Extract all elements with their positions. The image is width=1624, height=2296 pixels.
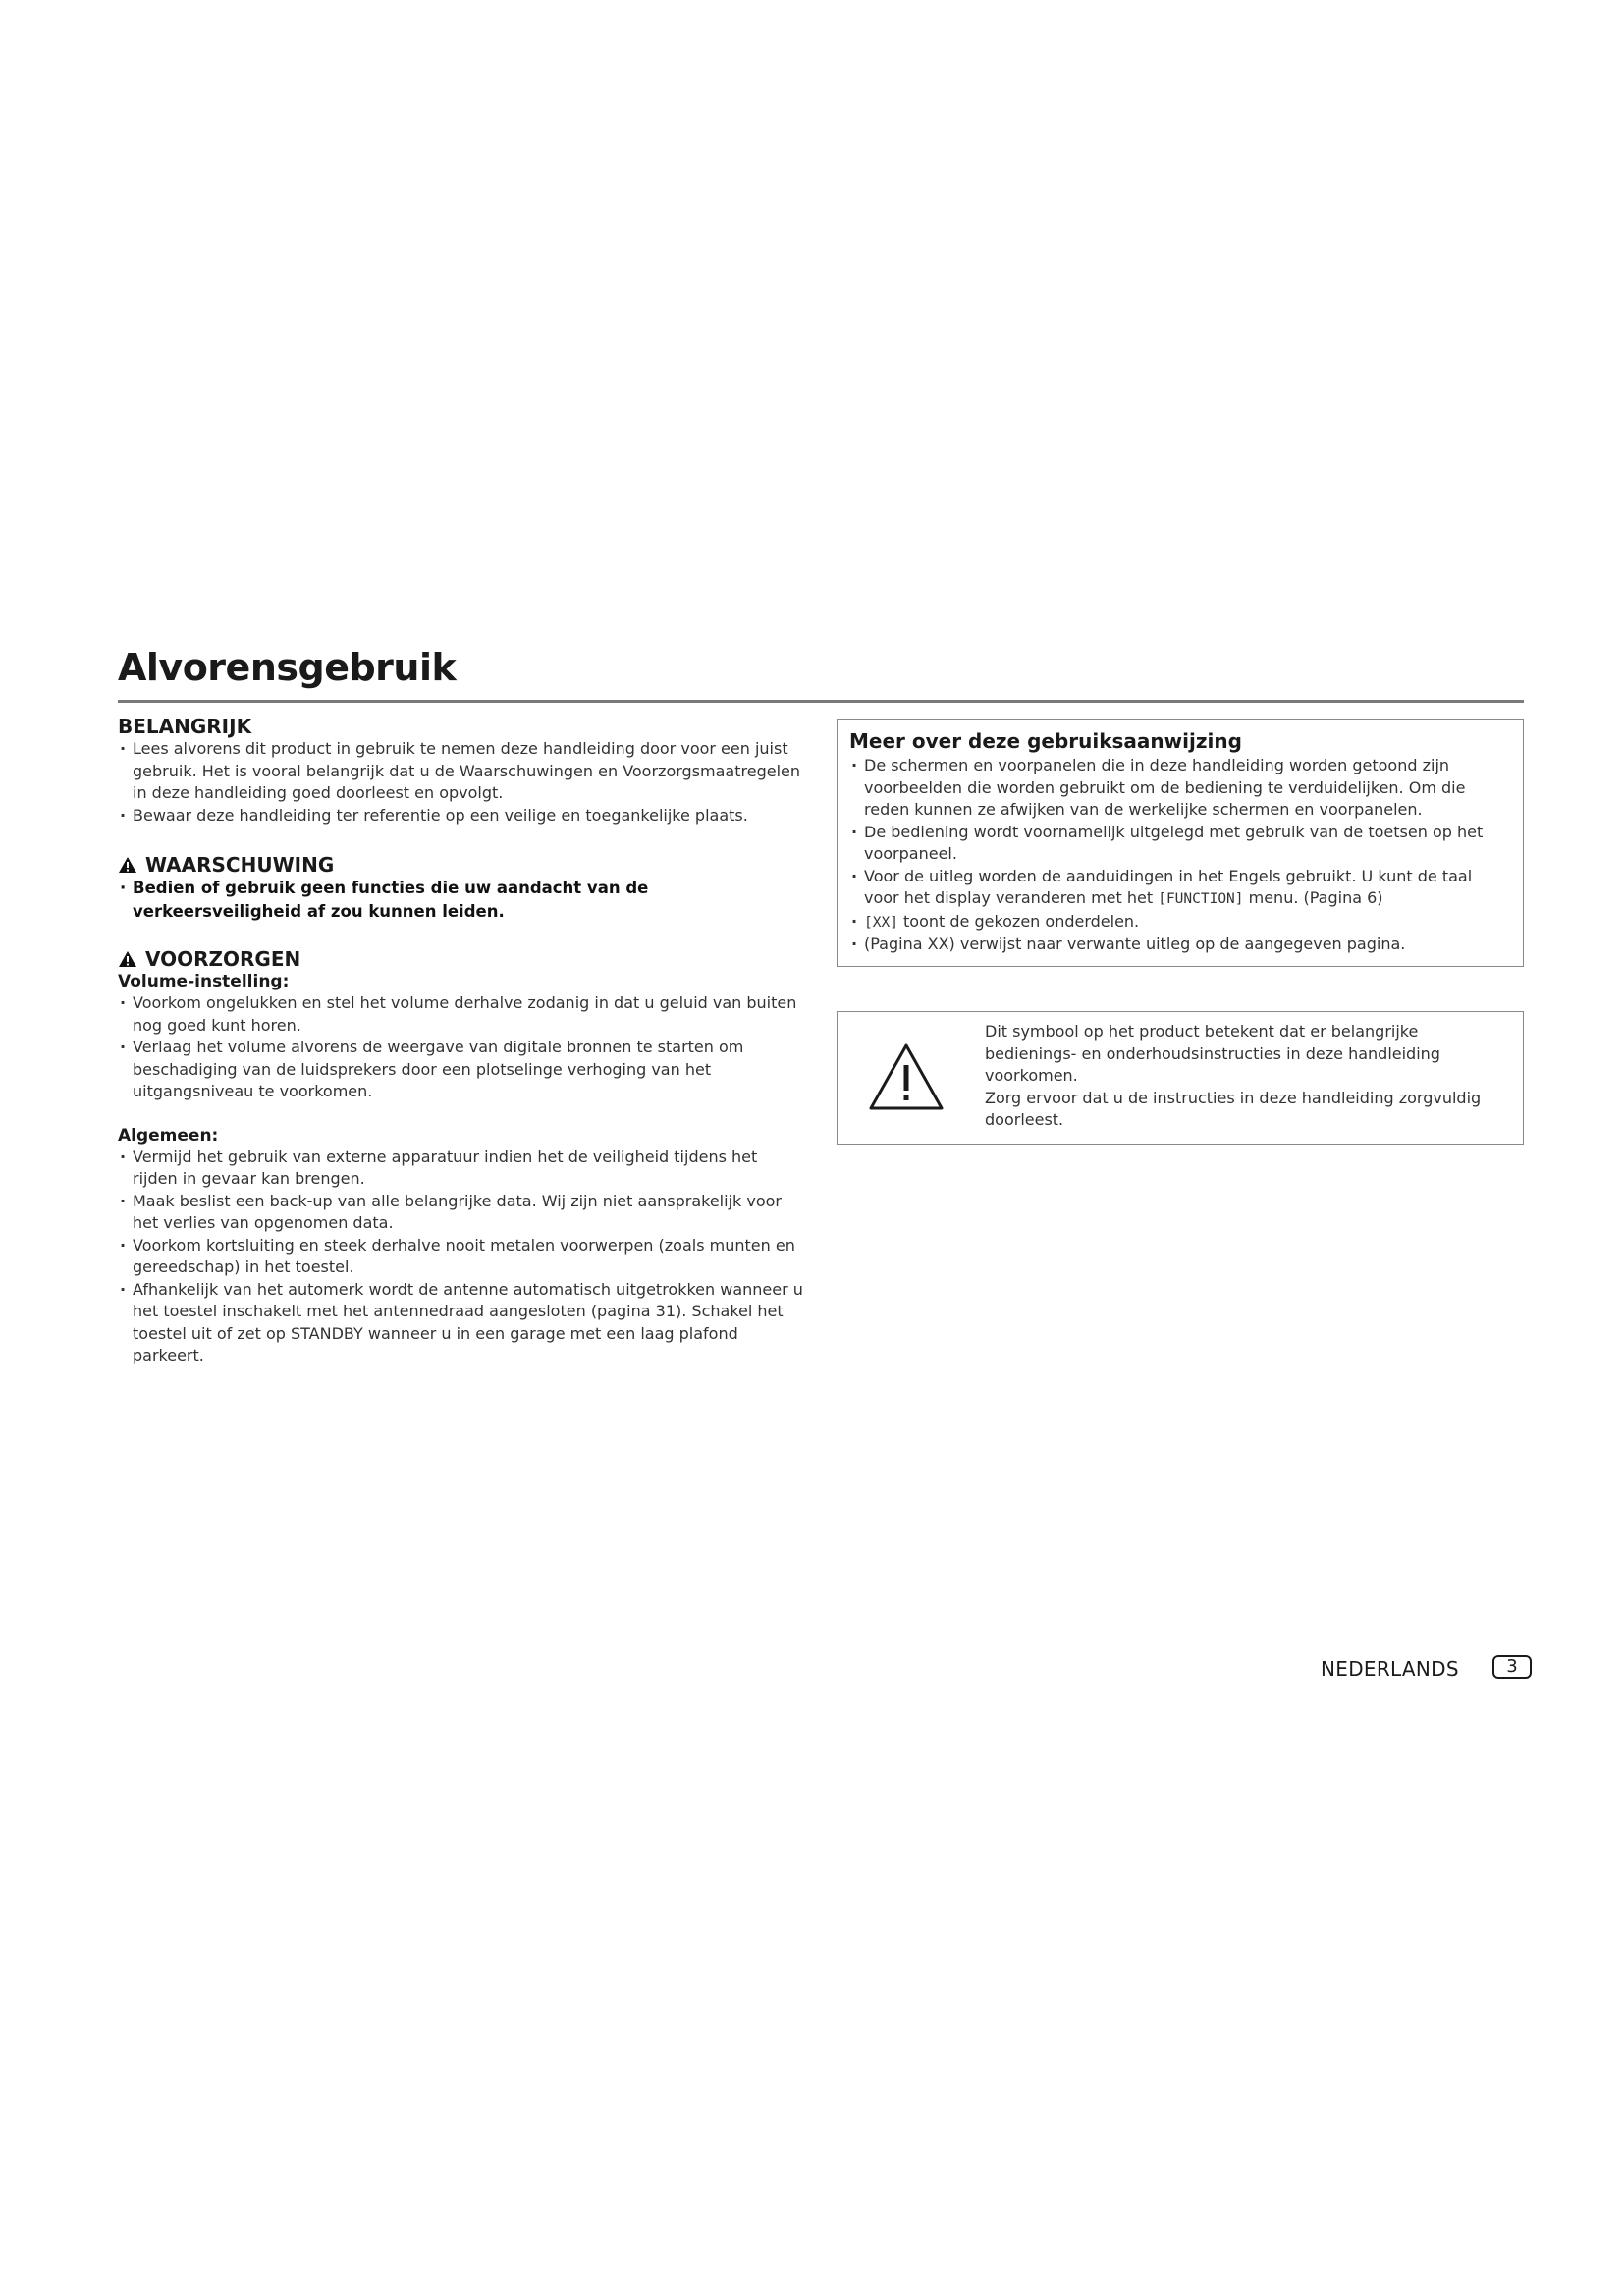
list-item: · Bedien of gebruik geen functies die uw aandacht van de verkeersveiligheid af zou kunnen leiden. — [118, 877, 805, 924]
list-item-text: Voor de uitleg worden de aanduidingen in het Engels gebruikt. U kunt de taal voor het display veranderen met het — [864, 866, 1473, 907]
belangrijk-heading: BELANGRIJK — [118, 715, 252, 738]
list-item: · Voorkom kortsluiting en steek derhalve nooit metalen voorwerpen (zoals munten en gereedschap) in het toestel. — [118, 1235, 805, 1279]
list-item: · De bediening wordt voornamelijk uitgelegd met gebruik van de toetsen op het voorpaneel. — [849, 822, 1511, 866]
page-title: Alvorensgebruik — [118, 646, 457, 689]
list-item: · Afhankelijk van het automerk wordt de antenne automatisch uitgetrokken wanneer u het toestel inschakelt met het antennedraad aangesloten (pagina 31). Schakel het toestel uit of zet op STANDBY wanneer u in een garage met een laag plafond parkeert. — [118, 1279, 805, 1367]
left-column — [118, 715, 805, 1367]
list-item: · De schermen en voorpanelen die in deze handleiding worden getoond zijn voorbeelden die worden gebruikt om de bediening te verduidelijken. Om die reden kunnen ze afwijken van de werkelijke schermen en voorpanelen. — [849, 755, 1511, 822]
algemeen-list — [118, 1147, 805, 1367]
list-item: · Verlaag het volume alvorens de weergave van digitale bronnen te starten om beschadiging van de luidsprekers door een plotselinge verhoging van het uitgangsniveau te voorkomen. — [118, 1037, 805, 1103]
waarschuwing-header — [118, 853, 805, 877]
list-item: · Voorkom ongelukken en stel het volume derhalve zodanig in dat u geluid van buiten nog goed kunt horen. — [118, 992, 805, 1037]
list-item: · Maak beslist een back-up van alle belangrijke data. Wij zijn niet aansprakelijk voor het verlies van opgenomen data. — [118, 1191, 805, 1235]
about-manual-heading: Meer over deze gebruiksaanwijzing — [849, 729, 1242, 753]
function-tag: [FUNCTION] — [1158, 891, 1244, 907]
about-manual-box — [837, 719, 1524, 967]
symbol-info-line: Dit symbool op het product betekent dat er belangrijke bedienings- en onderhoudsinstructies in deze handleiding voorkomen. — [985, 1022, 1440, 1085]
list-item: · Bewaar deze handleiding ter referentie op een veilige en toegankelijke plaats. — [118, 805, 805, 828]
xx-tag: [XX] — [864, 914, 898, 931]
list-item — [849, 911, 1511, 934]
symbol-info-box — [837, 1011, 1524, 1145]
volume-heading: Volume-instelling: — [118, 972, 290, 991]
list-item-text: toont de gekozen onderdelen. — [897, 911, 1140, 931]
warning-triangle-icon — [118, 950, 137, 968]
waarschuwing-list — [118, 877, 805, 924]
symbol-info-text — [985, 1021, 1495, 1132]
list-item: · Vermijd het gebruik van externe apparatuur indien het de veiligheid tijdens het rijden in gevaar kan brengen. — [118, 1147, 805, 1191]
voorzorgen-heading: VOORZORGEN — [145, 947, 301, 971]
page-number: 3 — [1492, 1655, 1532, 1679]
list-item — [849, 866, 1511, 911]
section-belangrijk — [118, 715, 805, 827]
belangrijk-list — [118, 738, 805, 827]
volume-list — [118, 992, 805, 1103]
title-divider — [118, 700, 1524, 703]
exclamation-triangle-icon — [867, 1041, 946, 1112]
algemeen-heading: Algemeen: — [118, 1125, 219, 1146]
warning-triangle-icon — [118, 856, 137, 874]
list-item-text: menu. (Pagina 6) — [1243, 888, 1383, 907]
about-manual-list — [849, 755, 1511, 956]
footer-language: NEDERLANDS — [1321, 1657, 1459, 1681]
symbol-info-line: Zorg ervoor dat u de instructies in deze handleiding zorgvuldig doorleest. — [985, 1088, 1482, 1129]
waarschuwing-heading: WAARSCHUWING — [145, 853, 335, 877]
section-waarschuwing — [118, 853, 805, 924]
section-voorzorgen — [118, 947, 805, 1367]
list-item: · Lees alvorens dit product in gebruik te nemen deze handleiding door voor een juist gebruik. Het is vooral belangrijk dat u de Waarschuwingen en Voorzorgsmaatregelen in deze handleiding goed doorleest en opvolgt. — [118, 738, 805, 805]
voorzorgen-header — [118, 947, 805, 971]
list-item: · (Pagina XX) verwijst naar verwante uitleg op de aangegeven pagina. — [849, 934, 1511, 956]
